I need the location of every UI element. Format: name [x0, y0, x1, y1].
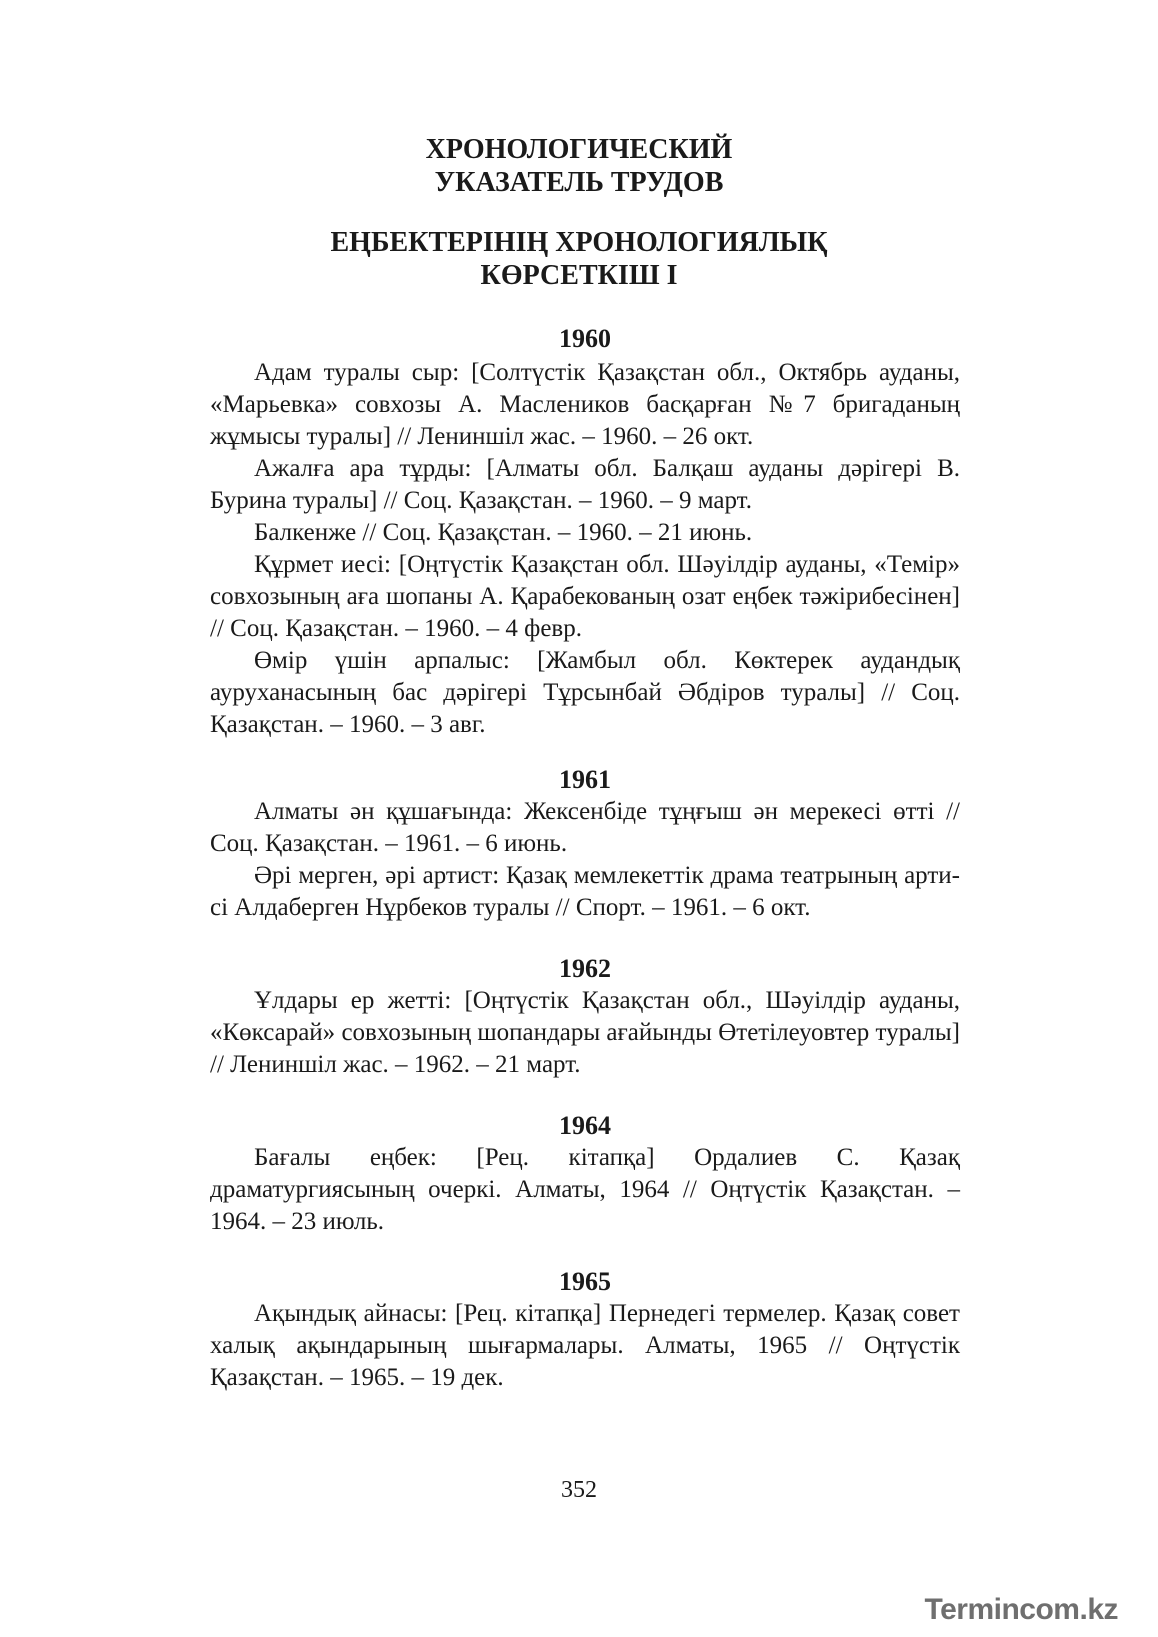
entries-1965	[210, 1298, 960, 1394]
page-title-russian	[0, 133, 1158, 199]
bibliography-entry: Ақындық айнасы: [Рец. кітапқа] Пернедегі термелер. Қазақ совет халық ақындарының шығармалары. Алматы, 1965 // Оңтүстік Қазақстан. – 1965. – 19 дек.	[210, 1300, 960, 1391]
bibliography-entry: Балкенже // Соц. Қазақстан. – 1960. – 21 июнь.	[254, 519, 753, 546]
year-heading-1960: 1960	[559, 324, 611, 353]
year-heading-1961: 1961	[559, 765, 611, 794]
bibliography-entry: Өмір үшін арпалыс: [Жамбыл обл. Көктерек аудандық ауруханасының бас дәрігері Тұрсынбай Әбдіров туралы] // Соц. Қазақстан. – 1960. – 3 авг.	[210, 647, 960, 738]
page-title-kazakh	[0, 226, 1158, 292]
watermark-logo: Termincom.kz	[924, 1593, 1118, 1626]
entries-1962	[210, 985, 960, 1081]
entries-1964	[210, 1142, 960, 1238]
bibliography-entry: Ажалға ара тұрды: [Алматы обл. Балқаш ауданы дәрігері В. Бурина туралы] // Соц. Қазақстан. – 1960. – 9 март.	[210, 455, 960, 514]
bibliography-entry: Ұлдары ер жетті: [Оңтүстік Қазақстан обл., Шәуілдір ауданы, «Көксарай» совхозының шопандары ағайынды Өтетілеуовтер туралы] // Лениншіл жас. – 1962. – 21 март.	[210, 987, 960, 1078]
bibliography-entry: Алматы ән құшағында: Жексенбіде тұңғыш ән мерекесі өтті // Соц. Қазақстан. – 1961. – 6 июнь.	[210, 798, 960, 857]
title-line: ХРОНОЛОГИЧЕСКИЙ	[425, 134, 733, 165]
bibliography-entry: Бағалы еңбек: [Рец. кітапқа] Ордалиев С. Қазақ драматургиясының очеркі. Алматы, 1964 // Оңтүстік Қазақстан. – 1964. – 23 июль.	[210, 1144, 960, 1235]
entries-1961	[210, 796, 960, 924]
title-line: ЕҢБЕКТЕРІНІҢ ХРОНОЛОГИЯЛЫҚ	[330, 227, 828, 258]
entries-1960	[210, 357, 960, 741]
page-number: 352	[561, 1477, 597, 1503]
bibliography-entry: Әрі мерген, әрі артист: Қазақ мемлекеттік драма театрының арти-сі Алдаберген Нұрбеков туралы // Спорт. – 1961. – 6 окт.	[210, 862, 960, 921]
title-line: УКАЗАТЕЛЬ ТРУДОВ	[434, 167, 724, 198]
year-heading-1962: 1962	[559, 954, 611, 983]
bibliography-entry: Құрмет иесі: [Оңтүстік Қазақстан обл. Шәуілдір ауданы, «Темір» совхозының аға шопаны А. Қарабекованың озат еңбек тәжірибесінен] // Соц. Қазақстан. – 1960. – 4 февр.	[210, 551, 960, 642]
title-line: КӨРСЕТКІШ І	[480, 260, 678, 291]
bibliography-entry: Адам туралы сыр: [Солтүстік Қазақстан обл., Октябрь ауданы, «Марьевка» совхозы А. Маслеников басқарған №7 бригаданың жұмысы туралы] // Лениншіл жас. – 1960. – 26 окт.	[210, 359, 960, 450]
year-heading-1965: 1965	[559, 1267, 611, 1296]
year-heading-1964: 1964	[559, 1111, 611, 1140]
